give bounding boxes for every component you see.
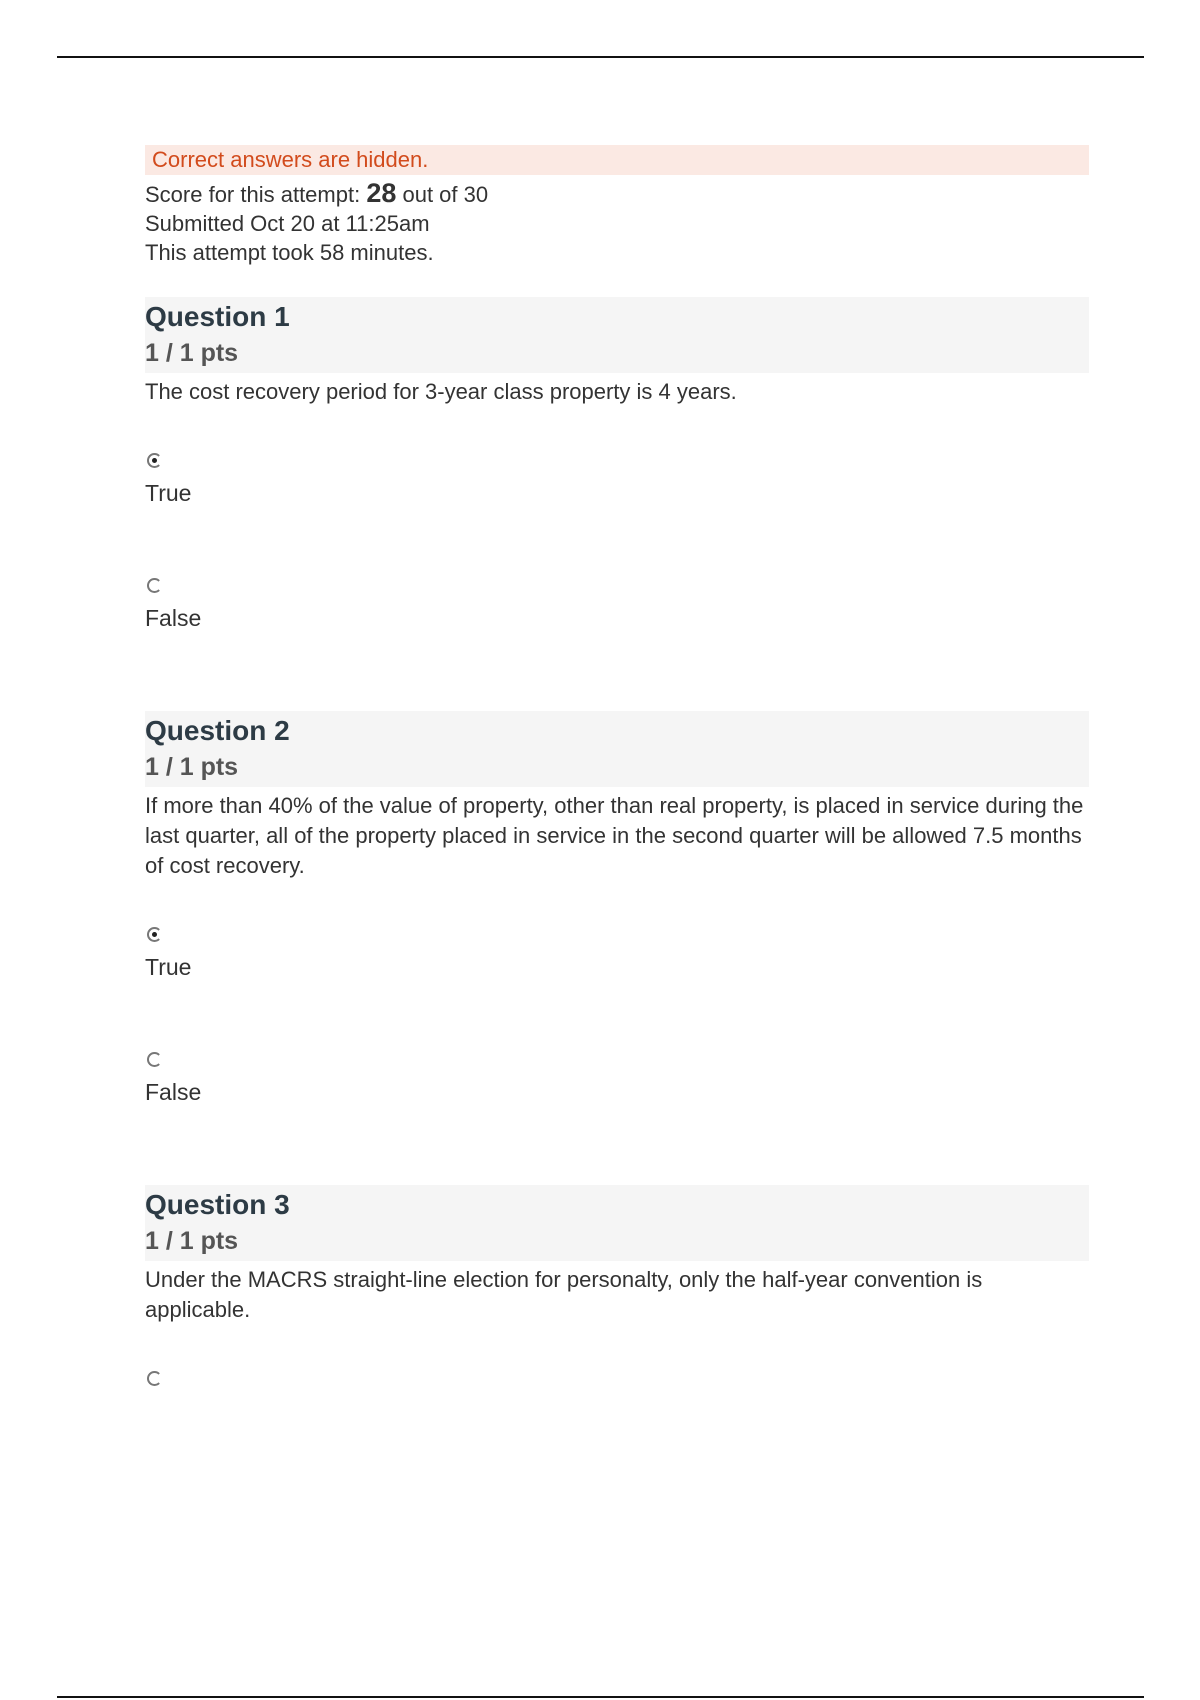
- answer-label: True: [145, 954, 192, 980]
- radio-selected-icon[interactable]: [147, 927, 162, 942]
- attempt-summary: [145, 179, 1089, 267]
- answer-option[interactable]: [145, 1052, 1089, 1107]
- question-title: Question 2: [145, 715, 290, 746]
- answer-option[interactable]: [145, 927, 1089, 982]
- question-header: [145, 297, 1089, 373]
- answer-option[interactable]: [145, 1371, 1089, 1386]
- radio-unselected-icon[interactable]: [147, 578, 162, 593]
- question-header: [145, 711, 1089, 787]
- question-text: Under the MACRS straight-line election for personalty, only the half-year convention is applicable.: [145, 1267, 983, 1322]
- submitted-time: Submitted Oct 20 at 11:25am: [145, 211, 430, 236]
- question-points: 1 / 1 pts: [145, 753, 239, 781]
- top-divider: [57, 56, 1144, 58]
- answer-option[interactable]: [145, 578, 1089, 633]
- question-2: [145, 711, 1089, 1107]
- score-prefix: Score for this attempt:: [145, 182, 367, 207]
- question-points: 1 / 1 pts: [145, 1227, 239, 1255]
- answer-label: False: [145, 1079, 202, 1105]
- question-text: The cost recovery period for 3-year class property is 4 years.: [145, 379, 737, 404]
- hidden-answers-notice: Correct answers are hidden.: [145, 145, 1089, 175]
- answer-label: False: [145, 605, 202, 631]
- question-3: [145, 1185, 1089, 1386]
- question-header: [145, 1185, 1089, 1261]
- radio-selected-icon[interactable]: [147, 453, 162, 468]
- bottom-divider: [57, 1696, 1144, 1698]
- question-points: 1 / 1 pts: [145, 339, 239, 367]
- question-title: Question 1: [145, 301, 290, 332]
- answer-label: True: [145, 480, 192, 506]
- radio-unselected-icon[interactable]: [147, 1371, 162, 1386]
- question-text: If more than 40% of the value of property, other than real property, is placed in service during the last quarter, all of the property placed in service in the second quarter will be allowed 7.5 months of cost recovery.: [145, 793, 1084, 878]
- score-suffix: out of 30: [396, 182, 489, 207]
- radio-unselected-icon[interactable]: [147, 1052, 162, 1067]
- attempt-duration: This attempt took 58 minutes.: [145, 240, 434, 265]
- quiz-content: [145, 145, 1089, 1386]
- score-value: 28: [366, 178, 397, 208]
- question-title: Question 3: [145, 1189, 290, 1220]
- answer-option[interactable]: [145, 453, 1089, 508]
- score-line: [145, 179, 1089, 209]
- question-1: [145, 297, 1089, 633]
